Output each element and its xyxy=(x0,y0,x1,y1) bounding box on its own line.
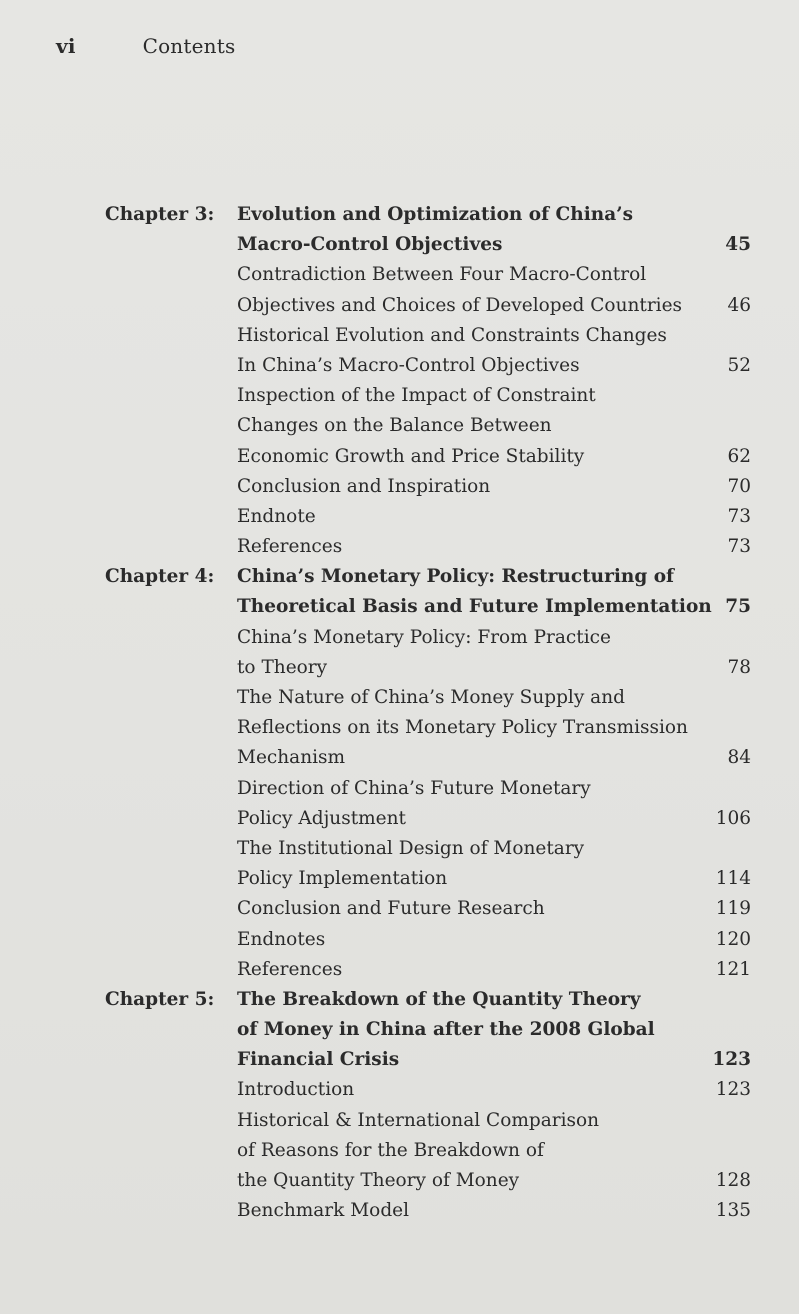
section-title: Conclusion and Future Research xyxy=(237,898,545,920)
section-entry xyxy=(0,955,799,985)
section-title: Endnote xyxy=(237,505,316,527)
page-number: 120 xyxy=(715,928,751,950)
section-entry xyxy=(0,351,799,381)
section-title: Objectives and Choices of Developed Countries xyxy=(237,294,683,316)
section-title: Historical Evolution and Constraints Changes xyxy=(237,324,667,346)
section-title: to Theory xyxy=(237,656,328,678)
section-entry xyxy=(0,743,799,773)
section-entry xyxy=(0,864,799,894)
section-entry xyxy=(0,925,799,955)
toc-chapter-5 xyxy=(0,985,799,1227)
section-title: The Nature of China’s Money Supply and xyxy=(237,687,625,708)
section-entry xyxy=(0,623,799,653)
page-number: 45 xyxy=(725,234,751,256)
section-entry xyxy=(0,713,799,743)
page-number: 75 xyxy=(725,596,751,618)
section-title: References xyxy=(237,958,343,980)
running-header xyxy=(56,34,235,58)
section-title: Changes on the Balance Between xyxy=(237,415,552,437)
chapter-title: Financial Crisis xyxy=(237,1049,400,1071)
chapter-title-line xyxy=(0,200,799,230)
toc-chapter-4 xyxy=(0,562,799,985)
section-title: Contradiction Between Four Macro-Control xyxy=(237,264,647,286)
section-entry xyxy=(0,532,799,562)
page-number: 119 xyxy=(715,898,751,920)
chapter-title-line xyxy=(0,1015,799,1045)
chapter-title: Evolution and Optimization of China’s xyxy=(237,204,634,225)
running-title: Contents xyxy=(142,34,236,58)
section-entry xyxy=(0,683,799,713)
section-entry xyxy=(0,411,799,441)
chapter-title-line xyxy=(0,592,799,622)
section-title: Policy Implementation xyxy=(237,868,448,890)
section-title: Inspection of the Impact of Constraint xyxy=(237,385,596,407)
section-entry xyxy=(0,260,799,290)
section-title: The Institutional Design of Monetary xyxy=(237,837,585,859)
section-entry xyxy=(0,834,799,864)
section-title: China’s Monetary Policy: From Practice xyxy=(237,626,611,648)
page-number: 106 xyxy=(715,807,751,829)
chapter-title: Theoretical Basis and Future Implementation xyxy=(237,596,712,618)
page-number: 46 xyxy=(727,294,751,316)
page-number: 70 xyxy=(727,475,751,497)
section-title: Introduction xyxy=(237,1079,355,1101)
chapter-title: Macro-Control Objectives xyxy=(237,234,503,256)
section-entry xyxy=(0,502,799,532)
chapter-title-line xyxy=(0,1045,799,1075)
section-title: Benchmark Model xyxy=(237,1200,410,1222)
section-title: In China’s Macro-Control Objectives xyxy=(237,354,580,376)
page-number: 114 xyxy=(715,868,751,890)
section-entry xyxy=(0,1075,799,1105)
chapter-label: Chapter 4: xyxy=(105,566,215,588)
section-entry xyxy=(0,291,799,321)
section-entry xyxy=(0,1106,799,1136)
section-title: Direction of China’s Future Monetary xyxy=(237,777,591,799)
section-entry xyxy=(0,1166,799,1196)
page-number: 52 xyxy=(727,354,751,376)
section-title: the Quantity Theory of Money xyxy=(237,1170,520,1191)
section-title: Mechanism xyxy=(237,747,346,769)
chapter-title-line xyxy=(0,230,799,260)
page-number: 123 xyxy=(715,1079,751,1101)
chapter-title: The Breakdown of the Quantity Theory xyxy=(237,988,641,1010)
section-entry xyxy=(0,894,799,924)
table-of-contents xyxy=(0,200,799,1226)
page-number: 135 xyxy=(715,1200,751,1222)
section-entry xyxy=(0,442,799,472)
section-entry xyxy=(0,1136,799,1166)
section-entry xyxy=(0,804,799,834)
section-entry xyxy=(0,472,799,502)
page-number: 73 xyxy=(727,536,751,558)
section-title: Endnotes xyxy=(237,928,326,950)
section-entry xyxy=(0,653,799,683)
section-entry xyxy=(0,774,799,804)
section-title: of Reasons for the Breakdown of xyxy=(237,1139,544,1161)
section-title: Reflections on its Monetary Policy Transmission xyxy=(237,717,688,739)
chapter-title-line xyxy=(0,985,799,1015)
section-title: Economic Growth and Price Stability xyxy=(237,445,585,467)
section-title: Policy Adjustment xyxy=(237,807,406,829)
section-entry xyxy=(0,381,799,411)
chapter-title: China’s Monetary Policy: Restructuring of xyxy=(237,566,674,588)
page-number: 73 xyxy=(727,505,751,527)
page-number: 128 xyxy=(715,1170,751,1191)
section-title: Conclusion and Inspiration xyxy=(237,475,491,497)
page-number: 84 xyxy=(727,747,751,769)
page-number: 123 xyxy=(712,1049,751,1071)
section-title: Historical & International Comparison xyxy=(237,1109,600,1131)
toc-chapter-3 xyxy=(0,200,799,562)
section-title: References xyxy=(237,536,343,558)
chapter-label: Chapter 5: xyxy=(105,988,215,1010)
page-number: 121 xyxy=(715,958,751,980)
section-entry xyxy=(0,1196,799,1226)
page-number: 78 xyxy=(727,656,751,678)
chapter-label: Chapter 3: xyxy=(105,204,215,225)
chapter-title-line xyxy=(0,562,799,592)
page-folio: vi xyxy=(56,34,76,58)
page-number: 62 xyxy=(727,445,751,467)
chapter-title: of Money in China after the 2008 Global xyxy=(237,1019,655,1041)
section-entry xyxy=(0,321,799,351)
